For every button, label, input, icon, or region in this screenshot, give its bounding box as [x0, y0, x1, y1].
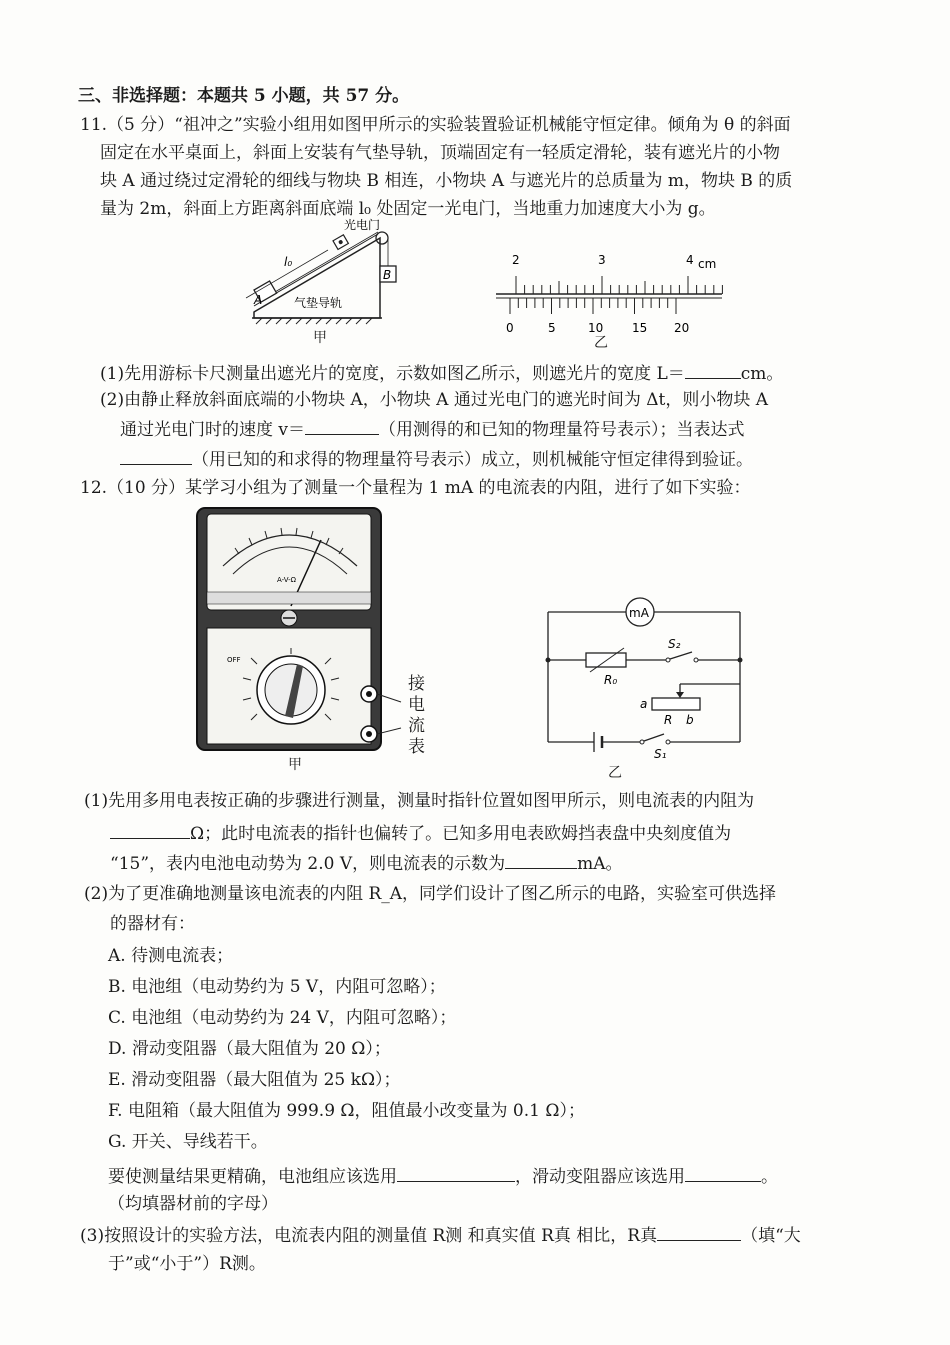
rheostat-b-label: b: [686, 713, 694, 727]
vernier-label-15: 15: [632, 321, 648, 335]
option-a: A. 待测电流表；: [108, 946, 234, 966]
q11-part1-unit: cm。: [740, 364, 784, 384]
answer-blank-velocity[interactable]: [305, 416, 379, 435]
option-e: E. 滑动变阻器（最大阻值为 25 kΩ）；: [108, 1070, 401, 1090]
q12-part3-line-1: [80, 1222, 801, 1248]
rheostat-r: [652, 698, 700, 710]
label-b: B: [383, 268, 392, 282]
side-label-char-3: 流: [408, 716, 425, 736]
section-header: 三、非选择题：本题共 5 小题，共 57 分。: [78, 86, 410, 106]
side-label-char-1: 接: [408, 674, 425, 694]
q12-part2-line-2: 的器材有：: [110, 914, 195, 934]
q12-title: 12.（10 分）某学习小组为了测量一个量程为 1 mA 的电流表的内阻，进行了如下实验：: [80, 478, 751, 498]
pulley: [376, 232, 388, 244]
meter-side-label: [408, 674, 426, 758]
main-tick-3: 3: [598, 253, 606, 267]
q12-part1-line-2: [110, 820, 731, 846]
r0-label: R₀: [604, 673, 618, 687]
option-d: D. 滑动变阻器（最大阻值为 20 Ω）；: [108, 1039, 391, 1059]
q12-part3-text-a: (3)按照设计的实验方法，电流表内阻的测量值 R测 和真实值 R真 相比，R真: [80, 1226, 658, 1246]
q11-part2-line-2: [120, 416, 745, 442]
q12-part1-text-b: Ω；此时电流表的指针也偏转了。已知多用电表欧姆挡表盘中央刻度值为: [190, 824, 732, 844]
fig-12-caption-a: 甲: [288, 757, 302, 773]
q12-part3-text-b: （填“大: [741, 1226, 801, 1246]
vernier-label-10: 10: [588, 321, 604, 335]
q12-part2-line-1: (2)为了更准确地测量该电流表的内阻 R_A，同学们设计了图乙所示的电路，实验室可供选择: [84, 884, 777, 904]
answer-blank-width[interactable]: [685, 360, 741, 379]
q11-line-4: 量为 2m，斜面上方距离斜面底端 l₀ 处固定一光电门，当地重力加速度大小为 g。: [100, 199, 716, 219]
q12-part1-unit: mA。: [577, 854, 623, 874]
main-tick-2: 2: [512, 253, 520, 267]
main-scale-ticks: [516, 276, 722, 294]
q12-part2-select-c: 。: [761, 1167, 778, 1187]
dial-off-label: OFF: [227, 656, 241, 664]
q11-line-3: 块 A 通过绕过定滑轮的细线与物块 B 相连，小物块 A 与遮光片的总质量为 m，物块 B 的质: [100, 171, 793, 191]
option-f: F. 电阻箱（最大阻值为 999.9 Ω，阻值最小改变量为 0.1 Ω）；: [108, 1101, 585, 1121]
vernier-label-0: 0: [506, 321, 514, 335]
resistance-box-r0: [586, 653, 626, 667]
side-label-char-2: 电: [408, 695, 425, 715]
ammeter-label: mA: [629, 606, 649, 620]
vernier-label-20: 20: [674, 321, 690, 335]
answer-blank-battery[interactable]: [397, 1163, 515, 1182]
q12-part1-line-3: [110, 850, 623, 876]
side-label-char-4: 表: [408, 737, 425, 757]
q11-part1: [100, 360, 783, 386]
answer-blank-resistance[interactable]: [110, 820, 190, 839]
unit-label: cm: [698, 257, 717, 271]
vernier-caliper-figure: [490, 250, 730, 350]
rheostat-a-label: a: [640, 697, 648, 711]
q12-part2-select-b: ，滑动变阻器应该选用: [515, 1167, 685, 1187]
main-tick-4: 4: [686, 253, 694, 267]
q12-part1-line-1: (1)先用多用电表按正确的步骤进行测量，测量时指针位置如图甲所示，则电流表的内阻为: [84, 791, 755, 811]
multimeter-figure: [195, 506, 435, 756]
label-a: A: [254, 293, 263, 307]
s1-label: S₁: [654, 747, 667, 761]
fig-11-caption-b: 乙: [594, 335, 608, 351]
q11-line-2: 固定在水平桌面上，斜面上安装有气垫导轨，顶端固定有一轻质定滑轮，装有遮光片的小物: [100, 143, 780, 163]
q11-part2-line-1: (2)由静止释放斜面底端的小物块 A，小物块 A 通过光电门的遮光时间为 Δt，则小物块 A: [100, 390, 769, 410]
scale-label: A-V-Ω: [277, 576, 297, 584]
vernier-label-5: 5: [548, 321, 556, 335]
answer-blank-rheostat[interactable]: [685, 1163, 761, 1182]
ground-hatch: [256, 318, 372, 324]
option-b: B. 电池组（电动势约为 5 V，内阻可忽略）；: [108, 977, 446, 997]
fig-12-caption-b: 乙: [608, 765, 622, 781]
answer-blank-current[interactable]: [505, 850, 577, 869]
circuit-diagram-figure: [540, 594, 750, 764]
answer-blank-expression[interactable]: [120, 446, 192, 465]
q11-part2-text-a: 通过光电门时的速度 v＝: [120, 420, 306, 440]
answer-blank-comparison[interactable]: [657, 1222, 741, 1241]
vernier-scale-ticks: [510, 298, 676, 314]
fig-11-caption-a: 甲: [313, 330, 327, 346]
label-photogate: 光电门: [344, 218, 381, 232]
q12-part2-select: [108, 1163, 778, 1189]
switch-s1: [644, 734, 664, 741]
q12-part1-text-c: “15”，表内电池电动势为 2.0 V，则电流表的示数为: [110, 854, 506, 874]
q11-part2-text-c: （用已知的和求得的物理量符号表示）成立，则机械能守恒定律得到验证。: [192, 450, 753, 470]
q11-part2-line-3: [120, 446, 753, 472]
option-c: C. 电池组（电动势约为 24 V，内阻可忽略）；: [108, 1008, 457, 1028]
option-g: G. 开关、导线若干。: [108, 1132, 268, 1152]
label-l0: l₀: [284, 255, 293, 269]
rheostat-r-label: R: [664, 713, 673, 727]
q11-part1-text: (1)先用游标卡尺测量出遮光片的宽度，示数如图乙所示，则遮光片的宽度 L＝: [100, 364, 685, 384]
q12-part2-note: （均填器材前的字母）: [108, 1194, 278, 1214]
q11-part2-text-b: （用测得的和已知的物理量符号表示）；当表达式: [379, 420, 745, 440]
q12-part3-line-2: 于”或“小于”）R测。: [108, 1254, 266, 1274]
s2-label: S₂: [668, 637, 681, 651]
label-rail: 气垫导轨: [294, 296, 343, 310]
q12-part2-select-a: 要使测量结果更精确，电池组应该选用: [108, 1167, 397, 1187]
switch-s2: [670, 652, 692, 659]
q11-line-1: 11.（5 分）“祖冲之”实验小组用如图甲所示的实验装置验证机械能守恒定律。倾角为 θ 的斜面: [80, 115, 791, 135]
